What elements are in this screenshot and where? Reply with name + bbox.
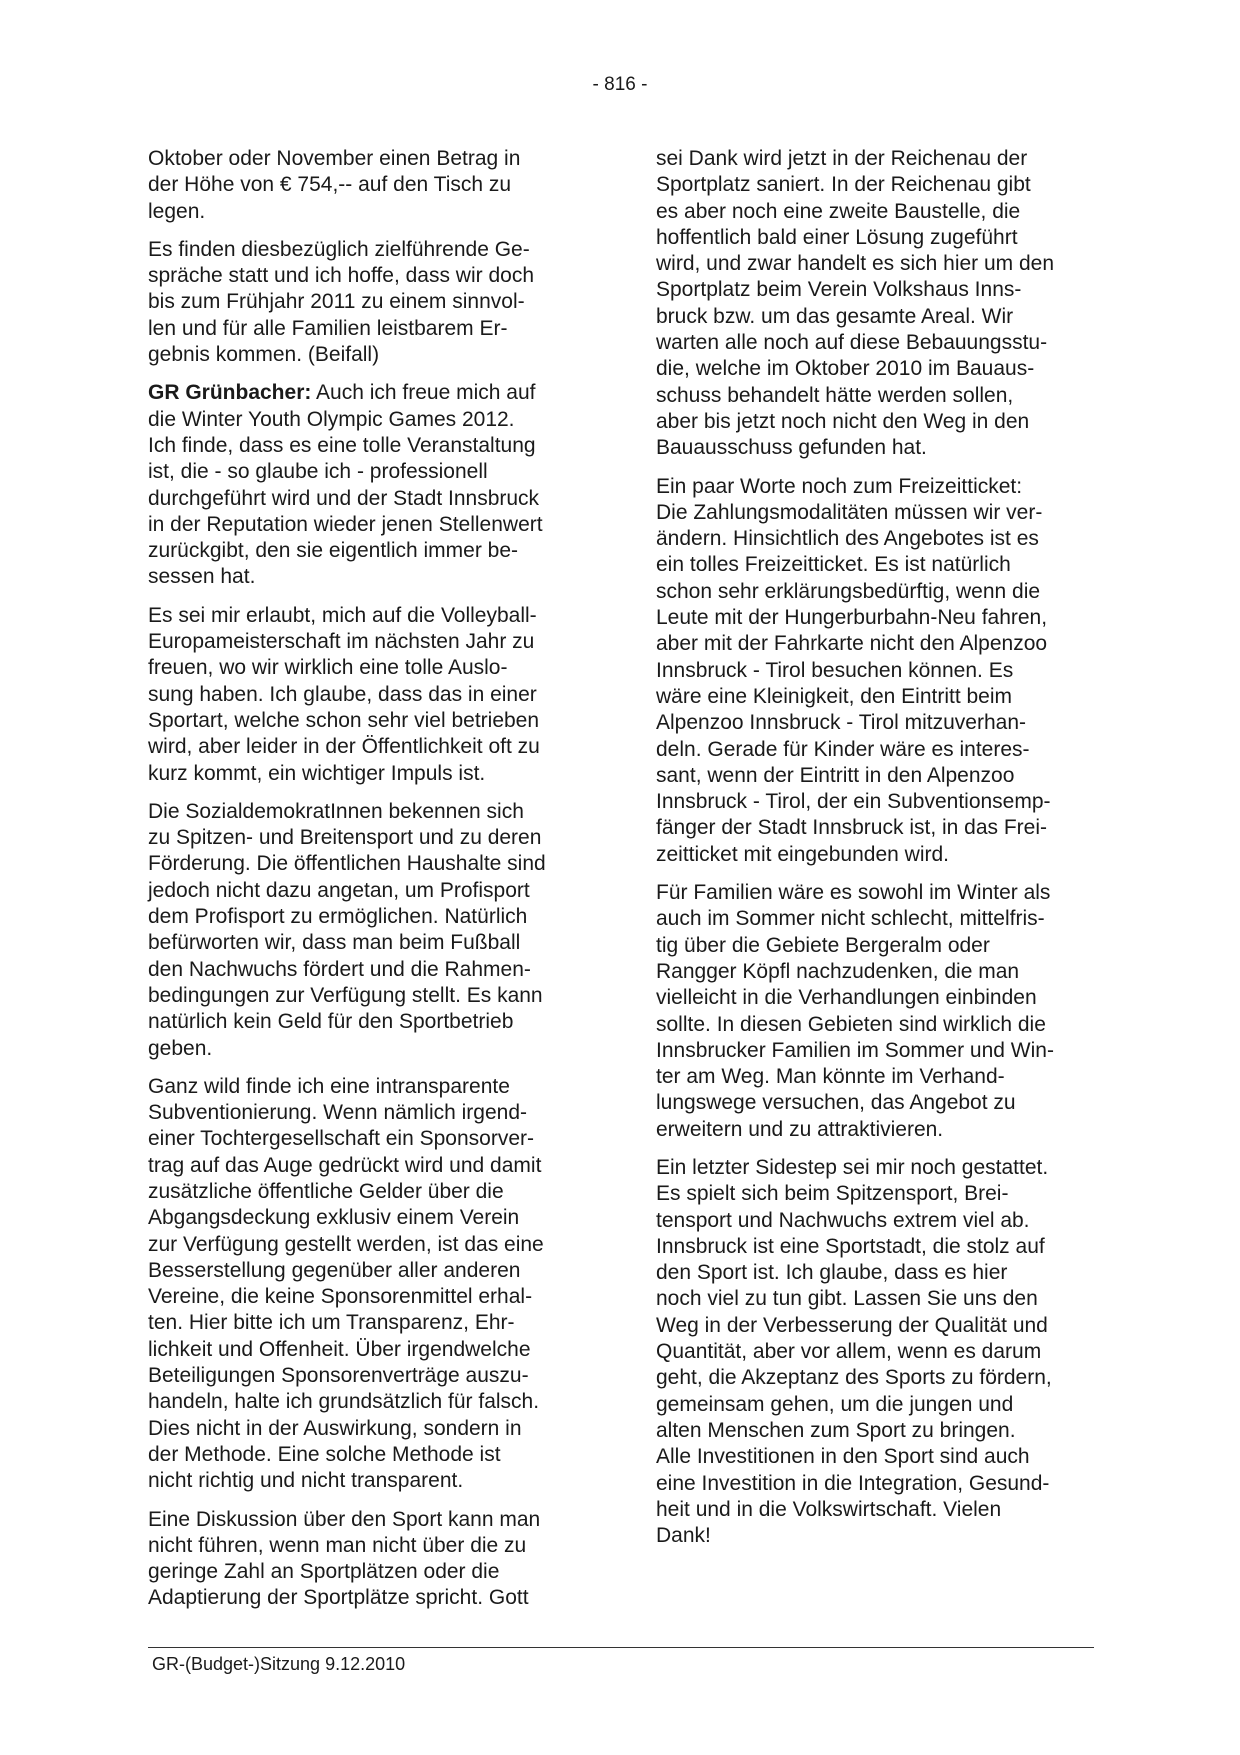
text-line: ändern. Hinsichtlich des Angebotes ist es — [656, 527, 1039, 551]
text-line: geht, die Akzeptanz des Sports zu fördern, — [656, 1366, 1052, 1390]
text-line: natürlich kein Geld für den Sportbetrieb — [148, 1010, 514, 1034]
text-line: in der Reputation wieder jenen Stellenwert — [148, 512, 543, 536]
paragraph — [656, 880, 1096, 1143]
text-line: Subventionierung. Wenn nämlich irgend- — [148, 1101, 528, 1125]
text-line: aber bis jetzt noch nicht den Weg in den — [656, 409, 1030, 433]
text-line: bruck bzw. um das gesamte Areal. Wir — [656, 304, 1014, 328]
text-line: Weg in der Verbesserung der Qualität und — [656, 1313, 1048, 1337]
text-line: Innsbruck ist eine Sportstadt, die stolz auf — [656, 1234, 1045, 1258]
text-line: Besserstellung gegenüber aller anderen — [148, 1258, 521, 1282]
text-line: Für Familien wäre es sowohl im Winter als — [656, 881, 1051, 905]
text-line: es aber noch eine zweite Baustelle, die — [656, 199, 1021, 223]
text-line: Innsbruck - Tirol besuchen können. Es — [656, 658, 1014, 682]
text-line: ten. Hier bitte ich um Transparenz, Ehr- — [148, 1311, 515, 1335]
text-line: der Methode. Eine solche Methode ist — [148, 1442, 501, 1466]
text-line: wird, aber leider in der Öffentlichkeit oft zu — [148, 735, 540, 759]
text-line: aber mit der Fahrkarte nicht den Alpenzoo — [656, 632, 1048, 656]
footer-session-label: GR-(Budget-)Sitzung 9.12.2010 — [152, 1654, 406, 1674]
text-line: bis zum Frühjahr 2011 zu einem sinnvol- — [148, 290, 525, 314]
text-line: heit und in die Volkswirtschaft. Vielen — [656, 1497, 1002, 1521]
text-line: Quantität, aber vor allem, wenn es darum — [656, 1340, 1042, 1364]
text-line: Abgangsdeckung exklusiv einem Verein — [148, 1206, 520, 1230]
text-line: Vereine, die keine Sponsorenmittel erhal- — [148, 1285, 533, 1309]
paragraph — [656, 1155, 1096, 1549]
text-line: Ein paar Worte noch zum Freizeitticket: — [656, 474, 1023, 498]
text-line: eine Investition in die Integration, Gesund- — [656, 1471, 1050, 1495]
text-line: gebnis kommen. (Beifall) — [148, 343, 380, 367]
text-line: noch viel zu tun gibt. Lassen Sie uns den — [656, 1287, 1038, 1311]
text-line: hoffentlich bald einer Lösung zugeführt — [656, 225, 1018, 249]
paragraph — [148, 146, 588, 225]
text-line: vielleicht in die Verhandlungen einbinden — [656, 986, 1037, 1010]
text-line: sessen hat. — [148, 565, 256, 589]
text-line: bedingungen zur Verfügung stellt. Es kann — [148, 983, 543, 1007]
text-line: nicht richtig und nicht transparent. — [148, 1469, 464, 1493]
paragraph — [656, 474, 1096, 868]
text-line: alten Menschen zum Sport zu bringen. — [656, 1418, 1016, 1442]
text-line: Dies nicht in der Auswirkung, sondern in — [148, 1416, 522, 1440]
text-line: Dank! — [656, 1524, 711, 1548]
text-line: Die Zahlungsmodalitäten müssen wir ver- — [656, 500, 1043, 524]
text-line: Bauausschuss gefunden hat. — [656, 436, 927, 460]
text-line: Es sei mir erlaubt, mich auf die Volleyball- — [148, 603, 537, 627]
text-line: Alpenzoo Innsbruck - Tirol mitzuverhan- — [656, 711, 1026, 735]
text-line: kurz kommt, ein wichtiger Impuls ist. — [148, 761, 486, 785]
right-column — [656, 146, 1096, 1561]
text-line: dem Profisport zu ermöglichen. Natürlich — [148, 905, 528, 929]
text-line: einer Tochtergesellschaft ein Sponsorver- — [148, 1127, 534, 1151]
text-line: Es finden diesbezüglich zielführende Ge- — [148, 237, 530, 261]
speaker-name: GR Grünbacher: — [148, 381, 312, 405]
paragraph — [148, 603, 588, 787]
text-line: fänger der Stadt Innsbruck ist, in das Frei- — [656, 816, 1048, 840]
text-line: lichkeit und Offenheit. Über irgendwelche — [148, 1337, 531, 1361]
paragraph — [148, 237, 588, 368]
text-line: jedoch nicht dazu angetan, um Profisport — [148, 878, 530, 902]
text-line: Die SozialdemokratInnen bekennen sich — [148, 799, 524, 823]
page-number: - 816 - — [592, 74, 648, 95]
text-line: Sportplatz beim Verein Volkshaus Inns- — [656, 278, 1022, 302]
text-line: ist, die - so glaube ich - professionell — [148, 460, 488, 484]
text-line: zu Spitzen- und Breitensport und zu deren — [148, 826, 542, 850]
footer-divider — [148, 1647, 1094, 1648]
text-line: legen. — [148, 199, 206, 223]
text-line: zurückgibt, den sie eigentlich immer be- — [148, 539, 519, 563]
text-line: len und für alle Familien leistbarem Er- — [148, 316, 508, 340]
text-line: handeln, halte ich grundsätzlich für falsch. — [148, 1390, 540, 1414]
paragraph — [148, 1507, 588, 1612]
text-line: trag auf das Auge gedrückt wird und damit — [148, 1153, 542, 1177]
text-line: Ein letzter Sidestep sei mir noch gestattet. — [656, 1155, 1049, 1179]
text-line: Adaptierung der Sportplätze spricht. Gott — [148, 1586, 529, 1610]
text-line: zur Verfügung gestellt werden, ist das eine — [148, 1232, 544, 1256]
text-line: die Winter Youth Olympic Games 2012. — [148, 407, 515, 431]
text-line: den Nachwuchs fördert und die Rahmen- — [148, 957, 531, 981]
text-line: Alle Investitionen in den Sport sind auch — [656, 1445, 1030, 1469]
text-line: Förderung. Die öffentlichen Haushalte sind — [148, 852, 546, 876]
text-line: Innsbruck - Tirol, der ein Subventionsemp- — [656, 790, 1051, 814]
text-line: spräche statt und ich hoffe, dass wir doch — [148, 264, 534, 288]
text-line: Sportplatz saniert. In der Reichenau gibt — [656, 173, 1031, 197]
text-line: nicht führen, wenn man nicht über die zu — [148, 1533, 527, 1557]
text-line: schon sehr erklärungsbedürftig, wenn die — [656, 579, 1041, 603]
text-line: durchgeführt wird und der Stadt Innsbruck — [148, 486, 540, 510]
text-line: den Sport ist. Ich glaube, dass es hier — [656, 1261, 1008, 1285]
text-line: wäre eine Kleinigkeit, den Eintritt beim — [656, 684, 1013, 708]
text-line: sant, wenn der Eintritt in den Alpenzoo — [656, 763, 1015, 787]
text-line: Es spielt sich beim Spitzensport, Brei- — [656, 1182, 1009, 1206]
text-line: Eine Diskussion über den Sport kann man — [148, 1507, 541, 1531]
text-line: zusätzliche öffentliche Gelder über die — [148, 1179, 504, 1203]
text-line: Europameisterschaft im nächsten Jahr zu — [148, 630, 535, 654]
paragraph — [148, 799, 588, 1062]
text-line: gemeinsam gehen, um die jungen und — [656, 1392, 1014, 1416]
text-line: befürworten wir, dass man beim Fußball — [148, 931, 521, 955]
text-line: Innsbrucker Familien im Sommer und Win- — [656, 1038, 1054, 1062]
text-line: geringe Zahl an Sportplätzen oder die — [148, 1560, 500, 1584]
text-line: schuss behandelt hätte werden sollen, — [656, 383, 1014, 407]
text-line: freuen, wo wir wirklich eine tolle Auslo- — [148, 656, 508, 680]
paragraph — [656, 146, 1096, 462]
text-line: lungswege versuchen, das Angebot zu — [656, 1091, 1016, 1115]
text-line: erweitern und zu attraktivieren. — [656, 1117, 944, 1141]
text-line: die, welche im Oktober 2010 im Bauaus- — [656, 357, 1035, 381]
text-line: sung haben. Ich glaube, dass das in einer — [148, 682, 537, 706]
text-line: sei Dank wird jetzt in der Reichenau der — [656, 147, 1028, 170]
speaker-text: Auch ich freue mich auf — [311, 381, 536, 405]
text-line: Beteiligungen Sponsorenverträge auszu- — [148, 1364, 529, 1388]
text-line: deln. Gerade für Kinder wäre es interes- — [656, 737, 1030, 761]
text-line: geben. — [148, 1036, 213, 1060]
text-line: Oktober oder November einen Betrag in — [148, 147, 521, 170]
text-line: ein tolles Freizeitticket. Es ist natürlich — [656, 553, 1011, 577]
text-line: der Höhe von € 754,-- auf den Tisch zu — [148, 173, 512, 197]
text-line: Sportart, welche schon sehr viel betrieben — [148, 708, 540, 732]
text-line: Ganz wild finde ich eine intransparente — [148, 1074, 510, 1098]
text-line: wird, und zwar handelt es sich hier um den — [656, 252, 1055, 276]
text-line: Ich finde, dass es eine tolle Veranstaltung — [148, 433, 536, 457]
left-column — [148, 146, 588, 1624]
text-line: tig über die Gebiete Bergeralm oder — [656, 933, 990, 957]
text-line: ter am Weg. Man könnte im Verhand- — [656, 1065, 1005, 1089]
text-line: tensport und Nachwuchs extrem viel ab. — [656, 1208, 1030, 1232]
text-line: Leute mit der Hungerburbahn-Neu fahren, — [656, 606, 1048, 630]
text-line: sollte. In diesen Gebieten sind wirklich die — [656, 1012, 1046, 1036]
paragraph — [148, 380, 588, 590]
text-line: auch im Sommer nicht schlecht, mittelfris- — [656, 907, 1045, 931]
text-line: Rangger Köpfl nachzudenken, die man — [656, 959, 1020, 983]
text-line: zeitticket mit eingebunden wird. — [656, 842, 949, 866]
paragraph — [148, 1074, 588, 1495]
text-line: warten alle noch auf diese Bebauungsstu- — [656, 331, 1048, 355]
text-line — [148, 380, 588, 406]
